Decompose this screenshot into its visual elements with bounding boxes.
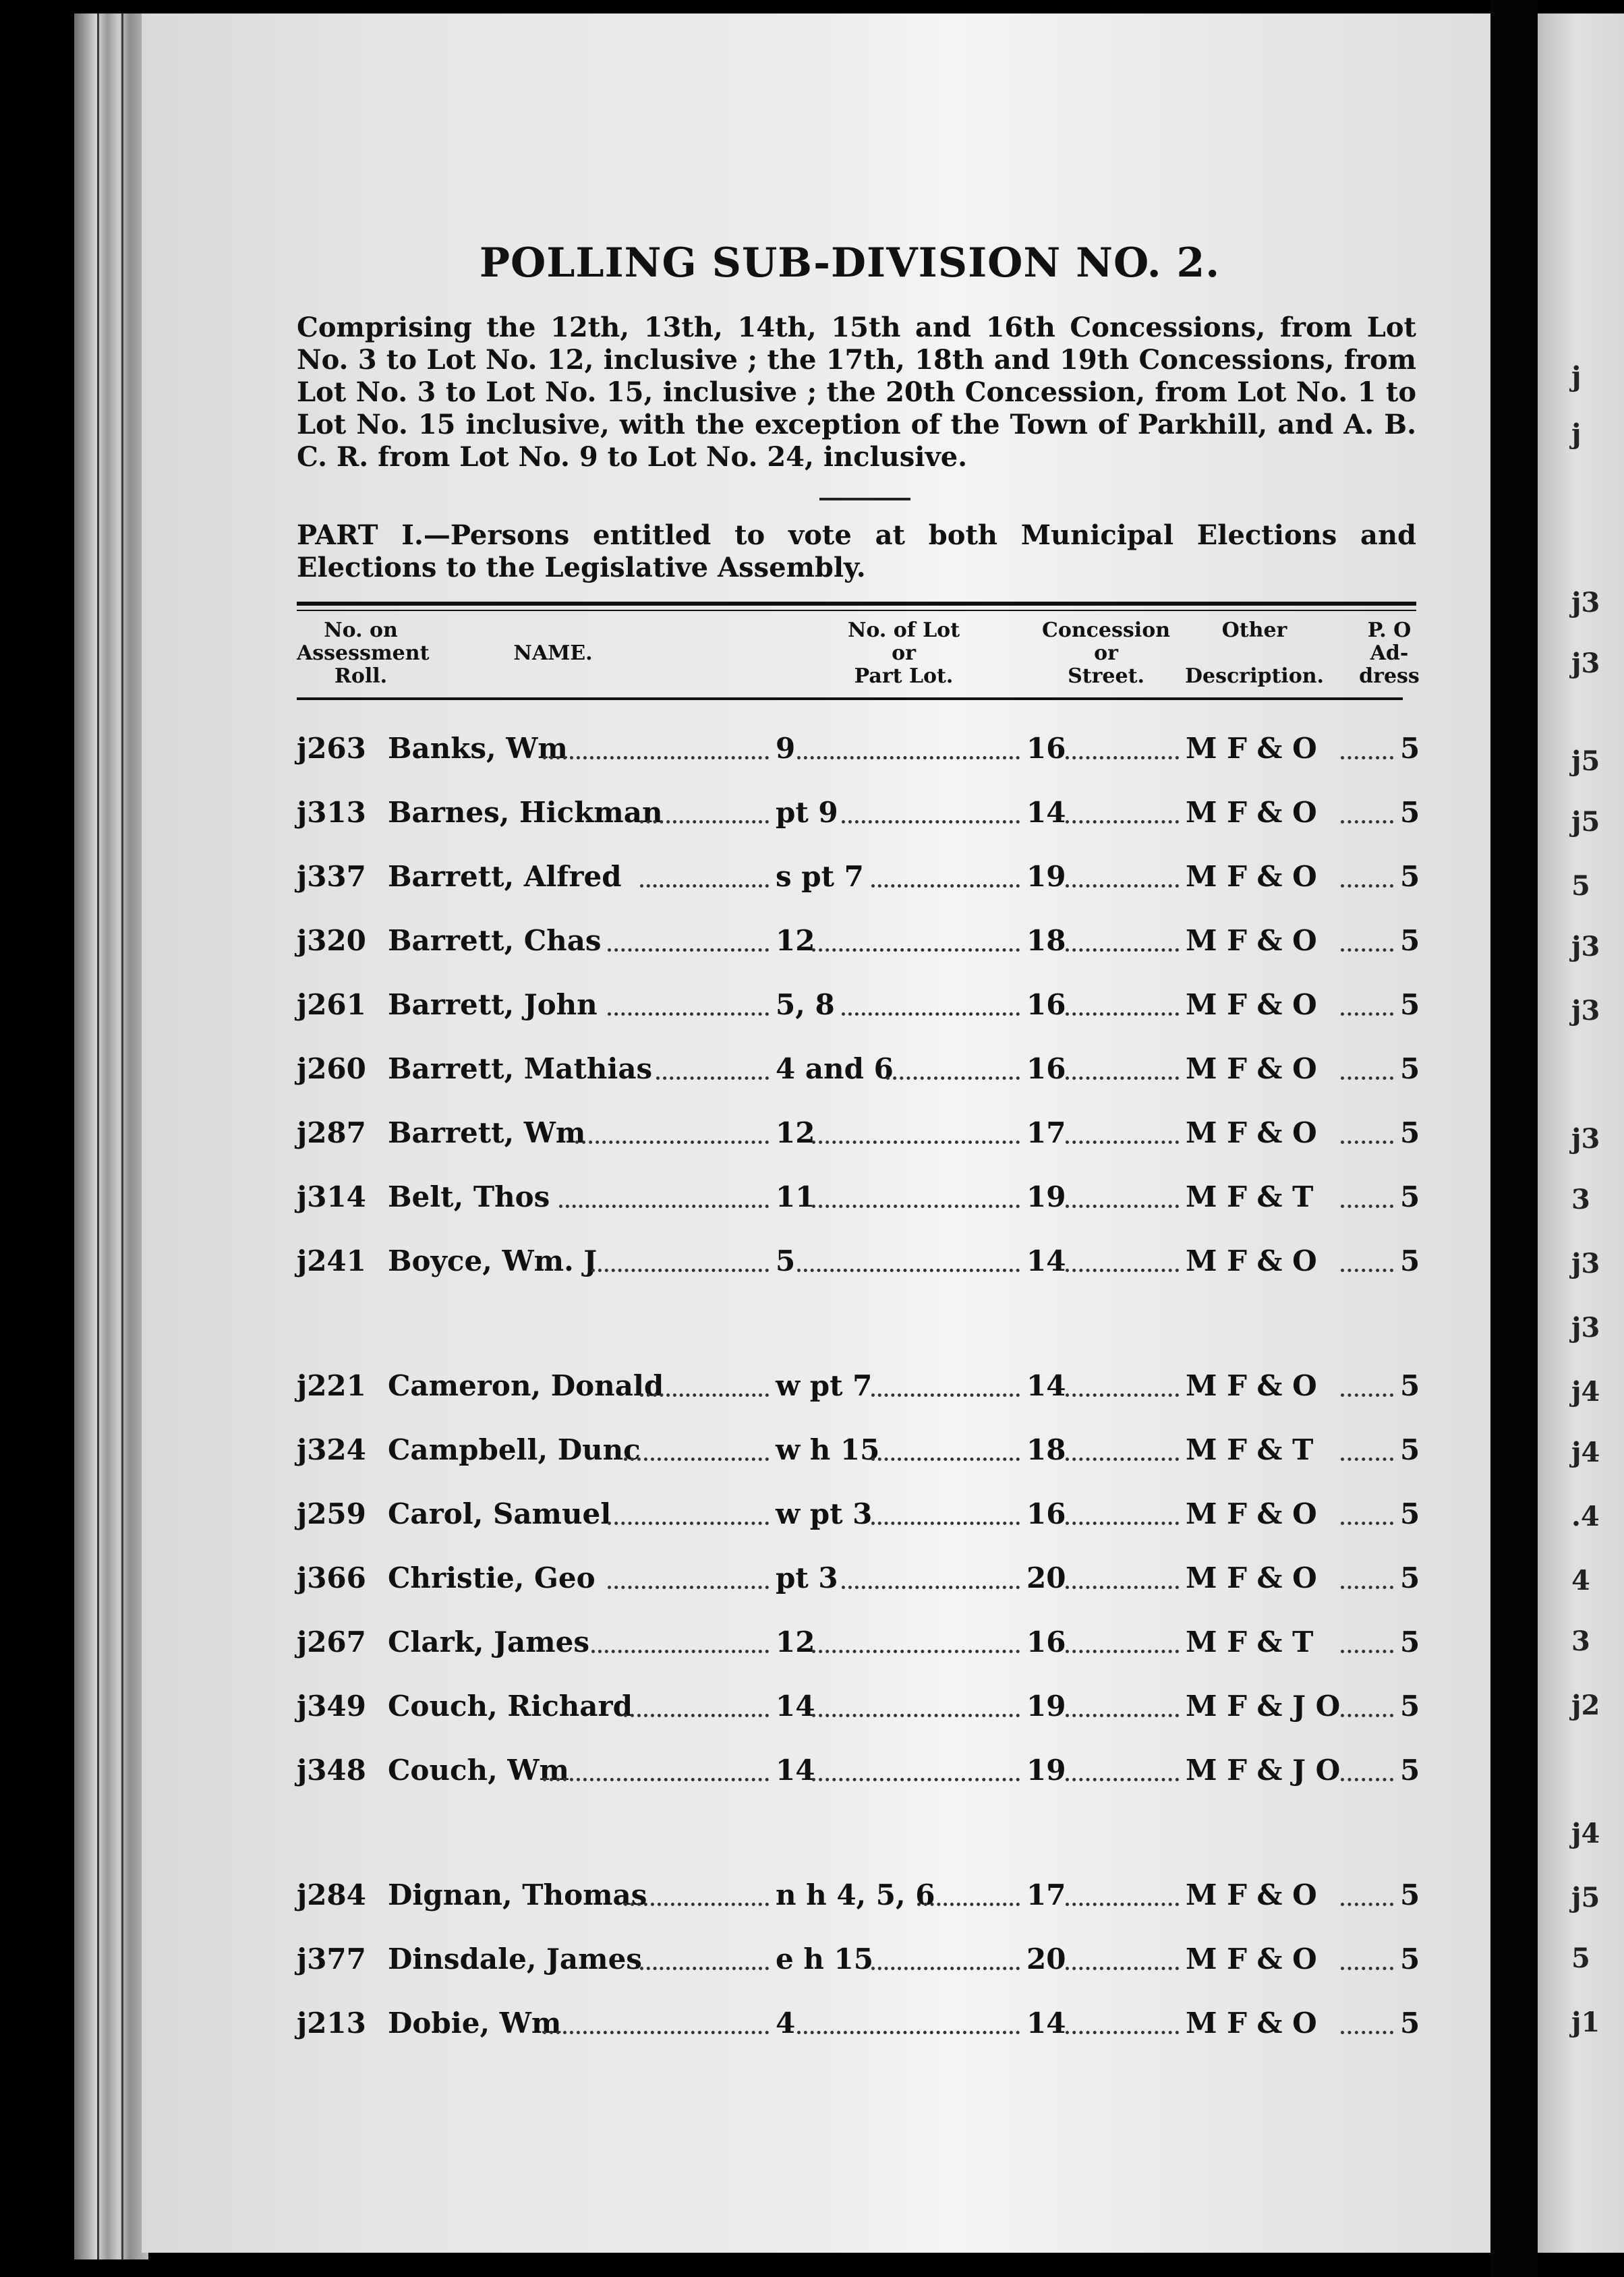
cell-num: j267 bbox=[297, 1625, 366, 1659]
cell-lot: pt 3 bbox=[776, 1561, 838, 1594]
table-row bbox=[297, 860, 1430, 900]
cell-lot: e h 15 bbox=[776, 1942, 873, 1976]
dot-leader bbox=[575, 1127, 769, 1144]
cell-num: j241 bbox=[297, 1244, 366, 1277]
cell-desc: M F & O bbox=[1186, 2007, 1317, 2040]
cell-name: Campbell, Dunc bbox=[388, 1433, 641, 1466]
dot-leader bbox=[812, 1764, 1020, 1781]
dot-leader bbox=[640, 1953, 769, 1970]
cell-desc: M F & O bbox=[1186, 1942, 1317, 1976]
table-row bbox=[297, 1625, 1430, 1666]
dot-leader bbox=[812, 1700, 1020, 1717]
cell-con: 20 bbox=[1026, 1561, 1066, 1594]
dot-leader bbox=[1066, 935, 1179, 952]
cell-num: j284 bbox=[297, 1878, 366, 1911]
cell-po: 5 bbox=[1400, 1244, 1420, 1277]
col-header-po-address: P. O Ad- dress bbox=[1359, 618, 1420, 688]
cell-con: 19 bbox=[1026, 1180, 1066, 1213]
facing-page-fragment: j5 bbox=[1571, 745, 1600, 777]
cell-desc: M F & O bbox=[1186, 796, 1317, 829]
table-row bbox=[297, 1497, 1430, 1538]
dot-leader bbox=[1341, 2017, 1393, 2034]
cell-name: Belt, Thos bbox=[388, 1180, 550, 1213]
dot-leader bbox=[871, 1380, 1020, 1397]
cell-desc: M F & T bbox=[1186, 1433, 1314, 1466]
dot-leader bbox=[1341, 1889, 1393, 1906]
cell-num: j287 bbox=[297, 1116, 366, 1149]
dot-leader bbox=[797, 743, 1020, 759]
cell-lot: pt 9 bbox=[776, 796, 838, 829]
cell-po: 5 bbox=[1400, 1625, 1420, 1659]
facing-page-fragment: j1 bbox=[1571, 2007, 1600, 2038]
dot-leader bbox=[1066, 1444, 1179, 1461]
dot-leader bbox=[797, 2017, 1020, 2034]
table-header-rule bbox=[297, 697, 1403, 700]
cell-lot: 12 bbox=[776, 1625, 815, 1659]
dot-leader bbox=[624, 1700, 769, 1717]
cell-num: j377 bbox=[297, 1942, 366, 1976]
dot-leader bbox=[842, 807, 1020, 824]
facing-page-fragment: 5 bbox=[1571, 1942, 1590, 1974]
intro-paragraph: Comprising the 12th, 13th, 14th, 15th and 16th Concessions, from Lot No. 3 to Lot No. 12, inclusive ; the 17th, 18th and 19th Concessions, from Lot No. 3 to Lot No. 15, inclusive ; the 20th Concession, from Lot No. 1 to Lot No. 15 inclusive, with the exception of the Town of Parkhill, and A. B. C. R. from Lot No. 9 to Lot No. 24, inclusive. bbox=[297, 312, 1416, 473]
dot-leader bbox=[871, 871, 1020, 888]
dot-leader bbox=[624, 1889, 769, 1906]
cell-num: j261 bbox=[297, 988, 366, 1021]
cell-con: 14 bbox=[1026, 1244, 1066, 1277]
table-row bbox=[297, 1754, 1430, 1794]
table-row bbox=[297, 796, 1430, 836]
dot-leader bbox=[608, 935, 769, 952]
cell-con: 14 bbox=[1026, 1369, 1066, 1402]
cell-num: j263 bbox=[297, 732, 366, 765]
facing-page-fragment: j4 bbox=[1571, 1376, 1600, 1408]
dot-leader bbox=[871, 1953, 1020, 1970]
cell-name: Barrett, Chas bbox=[388, 924, 602, 957]
dot-leader bbox=[1066, 1700, 1179, 1717]
facing-page-fragment: j3 bbox=[1571, 1123, 1600, 1155]
table-row bbox=[297, 1942, 1430, 1983]
cell-name: Barnes, Hickman bbox=[388, 796, 663, 829]
cell-po: 5 bbox=[1400, 1433, 1420, 1466]
cell-desc: M F & O bbox=[1186, 1878, 1317, 1911]
page-fold-shadow bbox=[1490, 0, 1538, 2277]
cell-num: j259 bbox=[297, 1497, 366, 1530]
dot-leader bbox=[871, 1508, 1020, 1525]
cell-lot: 4 and 6 bbox=[776, 1052, 894, 1085]
cell-con: 19 bbox=[1026, 1754, 1066, 1787]
dot-leader bbox=[1066, 1380, 1179, 1397]
page-title: POLLING SUB-DIVISION NO. 2. bbox=[479, 239, 1221, 287]
facing-page-fragment: j bbox=[1571, 418, 1582, 450]
facing-page-fragment: 3 bbox=[1571, 1625, 1590, 1657]
dot-leader bbox=[640, 807, 769, 824]
table-row bbox=[297, 1561, 1430, 1602]
table-row bbox=[297, 1690, 1430, 1730]
cell-po: 5 bbox=[1400, 1369, 1420, 1402]
cell-name: Dignan, Thomas bbox=[388, 1878, 647, 1911]
cell-num: j213 bbox=[297, 2007, 366, 2040]
dot-leader bbox=[812, 1191, 1020, 1208]
facing-page-fragment: 5 bbox=[1571, 870, 1590, 902]
dot-leader bbox=[1066, 1255, 1179, 1272]
dot-leader bbox=[812, 935, 1020, 952]
cell-name: Couch, Richard bbox=[388, 1690, 633, 1723]
cell-po: 5 bbox=[1400, 988, 1420, 1021]
dot-leader bbox=[1341, 1953, 1393, 1970]
dot-leader bbox=[1341, 1508, 1393, 1525]
dot-leader bbox=[1341, 935, 1393, 952]
cell-desc: M F & J O bbox=[1186, 1754, 1341, 1787]
cell-po: 5 bbox=[1400, 1690, 1420, 1723]
dot-leader bbox=[1341, 1444, 1393, 1461]
dot-leader bbox=[1341, 807, 1393, 824]
cell-desc: M F & O bbox=[1186, 924, 1317, 957]
cell-lot: w pt 3 bbox=[776, 1497, 873, 1530]
cell-desc: M F & O bbox=[1186, 988, 1317, 1021]
cell-lot: 5, 8 bbox=[776, 988, 835, 1021]
cell-lot: w h 15 bbox=[776, 1433, 880, 1466]
col-header-concession: Concession or Street. bbox=[1041, 618, 1171, 688]
cell-name: Boyce, Wm. J bbox=[388, 1244, 598, 1277]
cell-con: 19 bbox=[1026, 1690, 1066, 1723]
facing-page-fragment: j3 bbox=[1571, 587, 1600, 618]
cell-num: j314 bbox=[297, 1180, 366, 1213]
cell-con: 18 bbox=[1026, 924, 1066, 957]
short-divider bbox=[819, 498, 910, 500]
dot-leader bbox=[1066, 1889, 1179, 1906]
dot-leader bbox=[1066, 1127, 1179, 1144]
dot-leader bbox=[1341, 1255, 1393, 1272]
dot-leader bbox=[559, 1191, 769, 1208]
cell-desc: M F & O bbox=[1186, 1369, 1317, 1402]
col-header-name: NAME. bbox=[513, 641, 593, 665]
dot-leader bbox=[656, 1063, 769, 1080]
cell-lot: n h 4, 5, 6 bbox=[776, 1878, 935, 1911]
table-row bbox=[297, 1433, 1430, 1474]
table-row bbox=[297, 732, 1430, 772]
cell-lot: w pt 7 bbox=[776, 1369, 873, 1402]
facing-page-fragment: 4 bbox=[1571, 1565, 1590, 1596]
dot-leader bbox=[1341, 1636, 1393, 1653]
facing-page-fragment: j3 bbox=[1571, 1248, 1600, 1279]
col-header-number: No. on Assessment Roll. bbox=[297, 618, 430, 688]
part-heading: PART I.—Persons entitled to vote at both Municipal Elections and Elections to the Legislative Assembly. bbox=[297, 519, 1416, 583]
cell-name: Barrett, Wm bbox=[388, 1116, 586, 1149]
dot-leader bbox=[1066, 1191, 1179, 1208]
dot-leader bbox=[1066, 1063, 1179, 1080]
dot-leader bbox=[1341, 1191, 1393, 1208]
cell-num: j260 bbox=[297, 1052, 366, 1085]
dot-leader bbox=[608, 1508, 769, 1525]
dot-leader bbox=[1341, 1700, 1393, 1717]
dot-leader bbox=[1066, 1764, 1179, 1781]
cell-po: 5 bbox=[1400, 1116, 1420, 1149]
cell-con: 16 bbox=[1026, 1052, 1066, 1085]
cell-num: j320 bbox=[297, 924, 366, 957]
dot-leader bbox=[797, 1255, 1020, 1272]
facing-page-fragment: j2 bbox=[1571, 1690, 1600, 1721]
cell-po: 5 bbox=[1400, 1497, 1420, 1530]
cell-con: 16 bbox=[1026, 1625, 1066, 1659]
cell-lot: 12 bbox=[776, 924, 815, 957]
dot-leader bbox=[1066, 743, 1179, 759]
cell-lot: 14 bbox=[776, 1690, 815, 1723]
cell-po: 5 bbox=[1400, 1878, 1420, 1911]
cell-desc: M F & O bbox=[1186, 1497, 1317, 1530]
cell-num: j348 bbox=[297, 1754, 366, 1787]
cell-po: 5 bbox=[1400, 1180, 1420, 1213]
cell-num: j313 bbox=[297, 796, 366, 829]
dot-leader bbox=[1066, 2017, 1179, 2034]
cell-desc: M F & O bbox=[1186, 1561, 1317, 1594]
facing-page-fragment: j bbox=[1571, 361, 1582, 393]
dot-leader bbox=[608, 1572, 769, 1589]
dot-leader bbox=[543, 2017, 769, 2034]
col-header-description: Other Description. bbox=[1185, 618, 1324, 688]
cell-po: 5 bbox=[1400, 1052, 1420, 1085]
cell-con: 14 bbox=[1026, 796, 1066, 829]
cell-lot: 5 bbox=[776, 1244, 796, 1277]
facing-page-fragment: j3 bbox=[1571, 1312, 1600, 1344]
table-row bbox=[297, 988, 1430, 1029]
cell-name: Couch, Wm bbox=[388, 1754, 569, 1787]
cell-lot: 4 bbox=[776, 2007, 796, 2040]
cell-po: 5 bbox=[1400, 2007, 1420, 2040]
dot-leader bbox=[1066, 1508, 1179, 1525]
dot-leader bbox=[1341, 1063, 1393, 1080]
dot-leader bbox=[1341, 1127, 1393, 1144]
facing-page-fragment: j3 bbox=[1571, 931, 1600, 962]
cell-desc: M F & O bbox=[1186, 860, 1317, 893]
dot-leader bbox=[1341, 1572, 1393, 1589]
cell-po: 5 bbox=[1400, 732, 1420, 765]
facing-page-fragment: j3 bbox=[1571, 647, 1600, 679]
cell-con: 16 bbox=[1026, 988, 1066, 1021]
cell-name: Christie, Geo bbox=[388, 1561, 596, 1594]
cell-name: Barrett, Mathias bbox=[388, 1052, 653, 1085]
dot-leader bbox=[1066, 1953, 1179, 1970]
col-header-lot: No. of Lot or Part Lot. bbox=[847, 618, 960, 688]
cell-num: j366 bbox=[297, 1561, 366, 1594]
cell-con: 19 bbox=[1026, 860, 1066, 893]
cell-desc: M F & T bbox=[1186, 1625, 1314, 1659]
cell-po: 5 bbox=[1400, 1942, 1420, 1976]
cell-num: j221 bbox=[297, 1369, 366, 1402]
dot-leader bbox=[624, 1444, 769, 1461]
cell-name: Dinsdale, James bbox=[388, 1942, 642, 1976]
dot-leader bbox=[812, 1127, 1020, 1144]
cell-po: 5 bbox=[1400, 924, 1420, 957]
cell-lot: 12 bbox=[776, 1116, 815, 1149]
cell-name: Clark, James bbox=[388, 1625, 589, 1659]
dot-leader bbox=[886, 1063, 1020, 1080]
cell-lot: s pt 7 bbox=[776, 860, 864, 893]
table-row bbox=[297, 924, 1430, 964]
cell-desc: M F & T bbox=[1186, 1180, 1314, 1213]
dot-leader bbox=[543, 743, 769, 759]
table-row bbox=[297, 1180, 1430, 1221]
dot-leader bbox=[640, 1380, 769, 1397]
cell-desc: M F & O bbox=[1186, 1244, 1317, 1277]
facing-page-fragment: j3 bbox=[1571, 995, 1600, 1027]
dot-leader bbox=[1066, 871, 1179, 888]
cell-name: Barrett, John bbox=[388, 988, 598, 1021]
dot-leader bbox=[1341, 1380, 1393, 1397]
dot-leader bbox=[543, 1764, 769, 1781]
cell-name: Carol, Samuel bbox=[388, 1497, 612, 1530]
cell-name: Barrett, Alfred bbox=[388, 860, 622, 893]
facing-page-fragment: 3 bbox=[1571, 1184, 1590, 1215]
table-top-rule-thin bbox=[297, 610, 1416, 611]
cell-con: 14 bbox=[1026, 2007, 1066, 2040]
cell-con: 17 bbox=[1026, 1878, 1066, 1911]
table-top-rule bbox=[297, 602, 1416, 606]
cell-num: j324 bbox=[297, 1433, 366, 1466]
table-row bbox=[297, 1369, 1430, 1410]
cell-po: 5 bbox=[1400, 1754, 1420, 1787]
dot-leader bbox=[591, 1636, 769, 1653]
facing-page-fragment: j5 bbox=[1571, 806, 1600, 838]
facing-page-fragment: j4 bbox=[1571, 1818, 1600, 1849]
cell-lot: 11 bbox=[776, 1180, 815, 1213]
facing-page-fragment: j4 bbox=[1571, 1437, 1600, 1468]
cell-con: 16 bbox=[1026, 1497, 1066, 1530]
dot-leader bbox=[1066, 1636, 1179, 1653]
dot-leader bbox=[871, 1444, 1020, 1461]
table-row bbox=[297, 1116, 1430, 1157]
facing-page-fragment: .4 bbox=[1571, 1501, 1600, 1532]
dot-leader bbox=[917, 1889, 1020, 1906]
dot-leader bbox=[591, 1255, 769, 1272]
dot-leader bbox=[1341, 743, 1393, 759]
cell-po: 5 bbox=[1400, 860, 1420, 893]
dot-leader bbox=[1341, 1764, 1393, 1781]
cell-lot: 14 bbox=[776, 1754, 815, 1787]
cell-desc: M F & O bbox=[1186, 1116, 1317, 1149]
cell-name: Dobie, Wm bbox=[388, 2007, 562, 2040]
cell-po: 5 bbox=[1400, 796, 1420, 829]
cell-name: Banks, Wm bbox=[388, 732, 568, 765]
cell-desc: M F & O bbox=[1186, 1052, 1317, 1085]
dot-leader bbox=[842, 999, 1020, 1016]
table-row bbox=[297, 1052, 1430, 1093]
cell-con: 17 bbox=[1026, 1116, 1066, 1149]
cell-num: j337 bbox=[297, 860, 366, 893]
cell-num: j349 bbox=[297, 1690, 366, 1723]
cell-desc: M F & J O bbox=[1186, 1690, 1341, 1723]
table-row bbox=[297, 1244, 1430, 1285]
dot-leader bbox=[608, 999, 769, 1016]
table-row bbox=[297, 2007, 1430, 2047]
dot-leader bbox=[1341, 999, 1393, 1016]
cell-po: 5 bbox=[1400, 1561, 1420, 1594]
cell-desc: M F & O bbox=[1186, 732, 1317, 765]
dot-leader bbox=[1066, 999, 1179, 1016]
dot-leader bbox=[1066, 1572, 1179, 1589]
dot-leader bbox=[640, 871, 769, 888]
dot-leader bbox=[1066, 807, 1179, 824]
cell-con: 18 bbox=[1026, 1433, 1066, 1466]
cell-name: Cameron, Donald bbox=[388, 1369, 664, 1402]
cell-lot: 9 bbox=[776, 732, 796, 765]
dot-leader bbox=[1341, 871, 1393, 888]
cell-con: 20 bbox=[1026, 1942, 1066, 1976]
scan-left-edge bbox=[0, 0, 74, 2277]
facing-page-fragment: j5 bbox=[1571, 1882, 1600, 1913]
dot-leader bbox=[842, 1572, 1020, 1589]
dot-leader bbox=[812, 1636, 1020, 1653]
cell-con: 16 bbox=[1026, 732, 1066, 765]
table-row bbox=[297, 1878, 1430, 1919]
book-spine bbox=[74, 13, 148, 2259]
